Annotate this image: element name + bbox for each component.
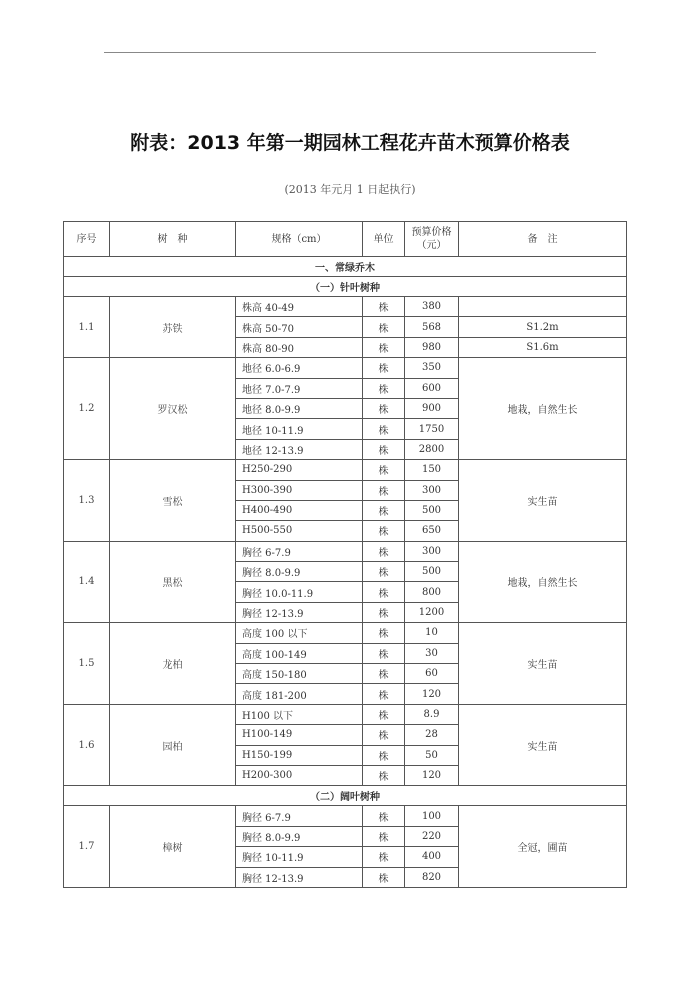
header-price: 预算价格（元）: [405, 222, 459, 257]
spec-cell: 胸径 10.0-11.9: [236, 582, 363, 602]
section-heading: [64, 257, 627, 277]
unit-cell: 株: [363, 460, 405, 480]
spec-cell: H150-199: [236, 745, 363, 765]
price-cell: 120: [405, 765, 459, 785]
header-note: 备 注: [459, 222, 627, 257]
spec-cell: 地径 8.0-9.9: [236, 398, 363, 418]
header-rule: [104, 52, 596, 53]
spec-cell: H500-550: [236, 521, 363, 541]
unit-cell: 株: [363, 704, 405, 724]
subsection-heading: [64, 786, 627, 806]
price-cell: 50: [405, 745, 459, 765]
unit-cell: 株: [363, 623, 405, 643]
spec-cell: 胸径 12-13.9: [236, 602, 363, 622]
spec-cell: 地径 6.0-6.9: [236, 358, 363, 378]
species-cell: 黑松: [110, 541, 236, 623]
note-cell: 实生苗: [459, 704, 627, 786]
spec-cell: 株高 80-90: [236, 337, 363, 357]
species-cell: 雪松: [110, 460, 236, 542]
unit-cell: 株: [363, 765, 405, 785]
species-cell: 园柏: [110, 704, 236, 786]
spec-cell: 胸径 10-11.9: [236, 847, 363, 867]
unit-cell: 株: [363, 541, 405, 561]
table-row: [64, 704, 627, 724]
price-cell: 650: [405, 521, 459, 541]
spec-cell: H300-390: [236, 480, 363, 500]
price-cell: 2800: [405, 439, 459, 459]
subsection-heading-label: （一）针叶树种: [64, 277, 627, 297]
note-cell: 地栽，自然生长: [459, 541, 627, 623]
spec-cell: 高度 150-180: [236, 664, 363, 684]
price-cell: 300: [405, 480, 459, 500]
price-table: [63, 221, 627, 888]
spec-cell: 株高 40-49: [236, 297, 363, 317]
spec-cell: 地径 10-11.9: [236, 419, 363, 439]
species-cell: 樟树: [110, 806, 236, 888]
price-cell: 8.9: [405, 704, 459, 724]
seq-cell: 1.3: [64, 460, 110, 542]
spec-cell: 胸径 12-13.9: [236, 867, 363, 887]
price-cell: 980: [405, 337, 459, 357]
price-cell: 150: [405, 460, 459, 480]
unit-cell: 株: [363, 378, 405, 398]
unit-cell: 株: [363, 684, 405, 704]
price-cell: 500: [405, 562, 459, 582]
price-cell: 800: [405, 582, 459, 602]
spec-cell: H200-300: [236, 765, 363, 785]
spec-cell: 高度 100 以下: [236, 623, 363, 643]
note-cell: S1.6m: [459, 337, 627, 357]
price-cell: 600: [405, 378, 459, 398]
seq-cell: 1.4: [64, 541, 110, 623]
document-subtitle: (2013 年元月 1 日起执行): [284, 183, 416, 196]
price-cell: 220: [405, 826, 459, 846]
spec-cell: 胸径 6-7.9: [236, 806, 363, 826]
section-heading-label: 一、常绿乔木: [64, 257, 627, 277]
unit-cell: 株: [363, 847, 405, 867]
unit-cell: 株: [363, 643, 405, 663]
price-cell: 100: [405, 806, 459, 826]
note-cell: [459, 297, 627, 317]
spec-cell: 高度 100-149: [236, 643, 363, 663]
spec-cell: H400-490: [236, 500, 363, 520]
note-cell: 全冠，圃苗: [459, 806, 627, 888]
note-cell: 实生苗: [459, 460, 627, 542]
header-seq: 序号: [64, 222, 110, 257]
species-cell: 罗汉松: [110, 358, 236, 460]
price-cell: 1750: [405, 419, 459, 439]
unit-cell: 株: [363, 297, 405, 317]
seq-cell: 1.2: [64, 358, 110, 460]
unit-cell: 株: [363, 602, 405, 622]
note-cell: 实生苗: [459, 623, 627, 705]
unit-cell: 株: [363, 419, 405, 439]
spec-cell: 胸径 6-7.9: [236, 541, 363, 561]
spec-cell: 地径 7.0-7.9: [236, 378, 363, 398]
table-row: [64, 358, 627, 378]
price-cell: 30: [405, 643, 459, 663]
price-cell: 820: [405, 867, 459, 887]
unit-cell: 株: [363, 867, 405, 887]
subsection-heading-label: （二）阔叶树种: [64, 786, 627, 806]
spec-cell: 胸径 8.0-9.9: [236, 826, 363, 846]
spec-cell: H250-290: [236, 460, 363, 480]
price-cell: 900: [405, 398, 459, 418]
price-cell: 60: [405, 664, 459, 684]
spec-cell: 株高 50-70: [236, 317, 363, 337]
note-cell: 地栽，自然生长: [459, 358, 627, 460]
table-row: [64, 623, 627, 643]
unit-cell: 株: [363, 521, 405, 541]
seq-cell: 1.7: [64, 806, 110, 888]
unit-cell: 株: [363, 725, 405, 745]
header-spec: 规格（cm）: [236, 222, 363, 257]
price-cell: 28: [405, 725, 459, 745]
table-row: [64, 541, 627, 561]
price-cell: 10: [405, 623, 459, 643]
spec-cell: H100 以下: [236, 704, 363, 724]
price-cell: 568: [405, 317, 459, 337]
seq-cell: 1.1: [64, 297, 110, 358]
table-row: [64, 297, 627, 317]
price-cell: 1200: [405, 602, 459, 622]
unit-cell: 株: [363, 582, 405, 602]
document-title: 附表：2013 年第一期园林工程花卉苗木预算价格表: [130, 132, 570, 154]
unit-cell: 株: [363, 398, 405, 418]
unit-cell: 株: [363, 500, 405, 520]
price-cell: 120: [405, 684, 459, 704]
unit-cell: 株: [363, 745, 405, 765]
species-cell: 苏铁: [110, 297, 236, 358]
spec-cell: H100-149: [236, 725, 363, 745]
unit-cell: 株: [363, 664, 405, 684]
seq-cell: 1.5: [64, 623, 110, 705]
seq-cell: 1.6: [64, 704, 110, 786]
spec-cell: 地径 12-13.9: [236, 439, 363, 459]
price-cell: 380: [405, 297, 459, 317]
unit-cell: 株: [363, 358, 405, 378]
header-unit: 单位: [363, 222, 405, 257]
unit-cell: 株: [363, 317, 405, 337]
species-cell: 龙柏: [110, 623, 236, 705]
header-species: 树 种: [110, 222, 236, 257]
subsection-heading: [64, 277, 627, 297]
table-header-row: [64, 222, 627, 257]
spec-cell: 胸径 8.0-9.9: [236, 562, 363, 582]
table-row: [64, 460, 627, 480]
spec-cell: 高度 181-200: [236, 684, 363, 704]
price-cell: 300: [405, 541, 459, 561]
table-body: [64, 257, 627, 888]
unit-cell: 株: [363, 806, 405, 826]
table-row: [64, 806, 627, 826]
price-cell: 500: [405, 500, 459, 520]
unit-cell: 株: [363, 826, 405, 846]
unit-cell: 株: [363, 337, 405, 357]
price-cell: 350: [405, 358, 459, 378]
unit-cell: 株: [363, 480, 405, 500]
price-cell: 400: [405, 847, 459, 867]
unit-cell: 株: [363, 562, 405, 582]
unit-cell: 株: [363, 439, 405, 459]
note-cell: S1.2m: [459, 317, 627, 337]
